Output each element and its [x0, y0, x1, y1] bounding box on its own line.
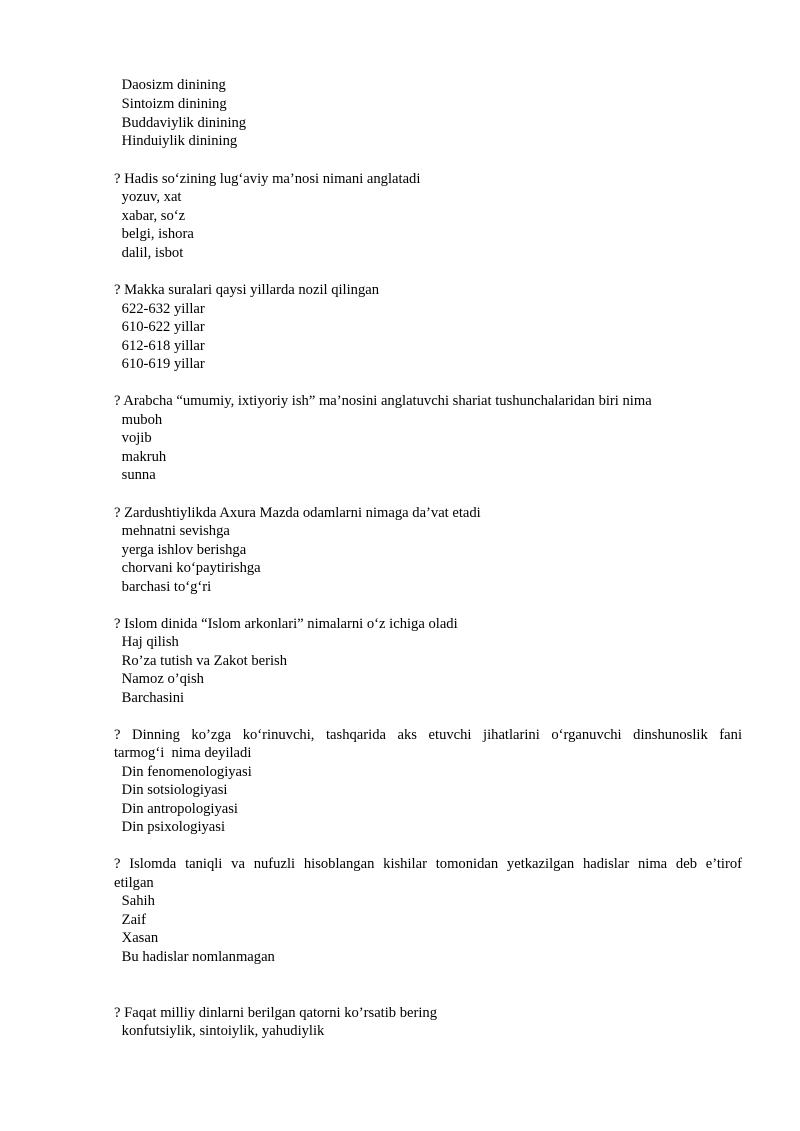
answer-option: dalil, isbot [118, 245, 184, 261]
answer-option: 610-619 yillar [118, 356, 205, 372]
answer-option: Buddaviylik dinining [118, 115, 247, 131]
answer-option: Ro’za tutish va Zakot berish [118, 653, 288, 669]
question-text-continuation: tarmog‘i nima deyiladi [114, 745, 252, 761]
answer-option: Daosizm dinining [118, 77, 226, 93]
answer-option: Sintoizm dinining [118, 96, 227, 112]
answer-option: Xasan [118, 930, 159, 946]
question-text: ? Makka suralari qaysi yillarda nozil qilingan [114, 282, 380, 298]
answer-option: Hinduiylik dinining [118, 133, 238, 149]
answer-option: 612-618 yillar [118, 338, 205, 354]
answer-option: Namoz o’qish [118, 671, 204, 687]
question-text-continuation: etilgan [114, 875, 154, 891]
answer-option: Din fenomenologiyasi [118, 764, 252, 780]
answer-option: Barchasini [118, 690, 185, 706]
answer-option: yozuv, xat [118, 189, 182, 205]
answer-option: konfutsiylik, sintoiylik, yahudiylik [118, 1023, 325, 1039]
answer-option: 610-622 yillar [118, 319, 205, 335]
question-text: ? Dinning ko’zga ko‘rinuvchi, tashqarida aks etuvchi jihatlarini o‘rganuvchi dinshunoslik fani [114, 727, 742, 743]
answer-option: 622-632 yillar [118, 301, 205, 317]
question-text: ? Hadis so‘zining lug‘aviy ma’nosi nimani anglatadi [114, 171, 421, 187]
answer-option: Zaif [118, 912, 146, 928]
answer-option: Din antropologiyasi [118, 801, 238, 817]
question-text: ? Zardushtiylikda Axura Mazda odamlarni nimaga da’vat etadi [114, 505, 481, 521]
answer-option: Sahih [118, 893, 155, 909]
answer-option: belgi, ishora [118, 226, 194, 242]
answer-option: barchasi to‘g‘ri [118, 579, 212, 595]
answer-option: xabar, so‘z [118, 208, 186, 224]
answer-option: vojib [118, 430, 152, 446]
answer-option: Din sotsiologiyasi [118, 782, 228, 798]
answer-option: Din psixologiyasi [118, 819, 226, 835]
answer-option: chorvani ko‘paytirishga [118, 560, 261, 576]
answer-option: sunna [118, 467, 156, 483]
answer-option: yerga ishlov berishga [118, 542, 247, 558]
answer-option: Bu hadislar nomlanmagan [118, 949, 275, 965]
question-text: ? Arabcha “umumiy, ixtiyoriy ish” ma’nosini anglatuvchi shariat tushunchalaridan biri nima [114, 393, 652, 409]
question-text: ? Islomda taniqli va nufuzli hisoblangan kishilar tomonidan yetkazilgan hadislar nima deb e’tirof [114, 856, 742, 872]
answer-option: muboh [118, 412, 163, 428]
answer-option: Haj qilish [118, 634, 179, 650]
question-text: ? Faqat milliy dinlarni berilgan qatorni ko’rsatib bering [114, 1005, 438, 1021]
question-text: ? Islom dinida “Islom arkonlari” nimalarni o‘z ichiga oladi [114, 616, 458, 632]
answer-option: mehnatni sevishga [118, 523, 230, 539]
answer-option: makruh [118, 449, 167, 465]
